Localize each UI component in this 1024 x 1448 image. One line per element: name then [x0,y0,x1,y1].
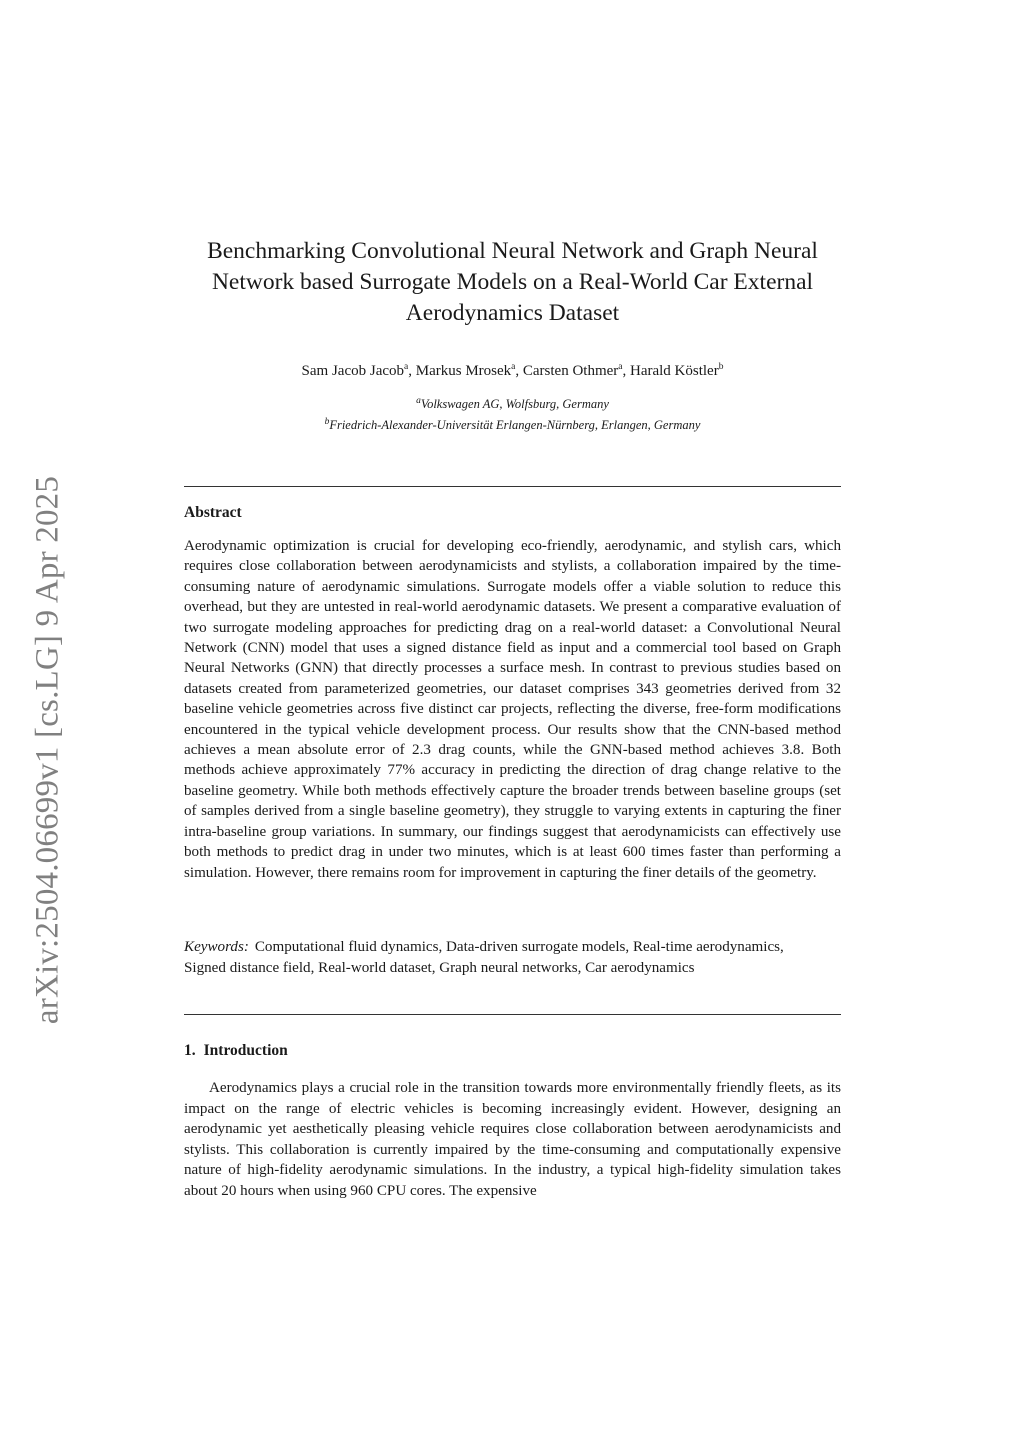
keywords-text: Computational fluid dynamics, Data-driven surrogate models, Real-time aerodynamics, Signed distance field, Real-world dataset, Graph neural networks, Car aerodynamics [184,939,784,976]
paper-title: Benchmarking Convolutional Neural Network and Graph Neural Network based Surrogate Models on a Real-World Car External Aerodynamics Dataset [207,238,818,326]
author-separator: , [408,363,416,379]
affiliation-mark: b [324,417,330,428]
affiliation-text: Friedrich-Alexander-Universität Erlangen-Nürnberg, Erlangen, Germany [329,418,701,433]
keywords-label: Keywords: [184,939,249,955]
author-list [184,356,841,382]
section-heading-introduction [184,1042,288,1060]
author-name[interactable]: Markus Mrosek [415,363,512,379]
section-number: 1. [184,1042,196,1059]
author-affiliation-mark: b [718,362,724,372]
abstract-text: Aerodynamic optimization is crucial for developing eco-friendly, aerodynamic, and stylish cars, which requires close collaboration between aerodynamicists and stylists, a collaboration impaired by the time-consuming nature of aerodynamic simulations. Surrogate models offer a viable solution to reduce this overhead, but they are untested in real-world aerodynamic datasets. We present a comparative evaluation of two surrogate modeling approaches for predicting drag on a real-world dataset: a Convolutional Neural Network (CNN) model that uses a signed distance field as input and a commercial tool based on Graph Neural Networks (GNN) that directly processes a surface mesh. In contrast to previous studies based on datasets created from parameterized geometries, our dataset comprises 343 geometries derived from 32 baseline vehicle geometries across five distinct car projects, reflecting the diverse, free-form modifications encountered in the typical vehicle development process. Our results show that the CNN-based method achieves a mean absolute error of 2.3 drag counts, while the GNN-based method achieves 3.8. Both methods achieve approximately 77% accuracy in predicting the direction of drag change relative to the baseline geometry. While both methods effectively capture the broader trends between baseline groups (set of samples derived from a single baseline geometry), they struggle to varying extents in capturing the finer intra-baseline group variations. In summary, our findings suggest that aerodynamicists can effectively use both methods to predict drag in under two minutes, which is at least 600 times faster than performing a simulation. However, there remains room for improvement in capturing the finer details of the geometry. [184,538,841,881]
affiliation-line [184,392,841,413]
author-separator: , [622,363,630,379]
author-name[interactable]: Harald Köstler [629,363,719,379]
affiliation-mark: a [416,396,421,406]
author-name[interactable]: Sam Jacob Jacob [301,363,405,379]
affiliation-line [184,413,841,434]
affiliation-text: Volkswagen AG, Wolfsburg, Germany [420,397,609,412]
section-title: Introduction [203,1042,288,1059]
introduction-paragraph: Aerodynamics plays a crucial role in the transition towards more environmentally friendly fleets, as its impact on the range of electric vehicles is becoming increasingly evident. However, designing an aerodynamic yet aesthetically pleasing vehicle requires close collaboration between aerodynamicists and stylists. This collaboration is currently impaired by the time-consuming and computationally expensive nature of high-fidelity aerodynamic simulations. In the industry, a typical high-fidelity simulation takes about 20 hours when using 960 CPU cores. The expensive [184,1080,841,1199]
author-affiliation-mark: a [404,362,409,372]
affiliation-list [184,392,841,434]
keywords-block [184,937,784,978]
abstract-bottom-divider [184,1014,841,1015]
abstract-heading: Abstract [184,504,242,521]
author-affiliation-mark: a [618,362,623,372]
author-separator: , [515,363,523,379]
author-name[interactable]: Carsten Othmer [522,363,619,379]
abstract-top-divider [184,486,841,487]
arxiv-identifier-stamp: arXiv:2504.06699v1 [cs.LG] 9 Apr 2025 [29,475,66,1025]
author-affiliation-mark: a [511,362,516,372]
